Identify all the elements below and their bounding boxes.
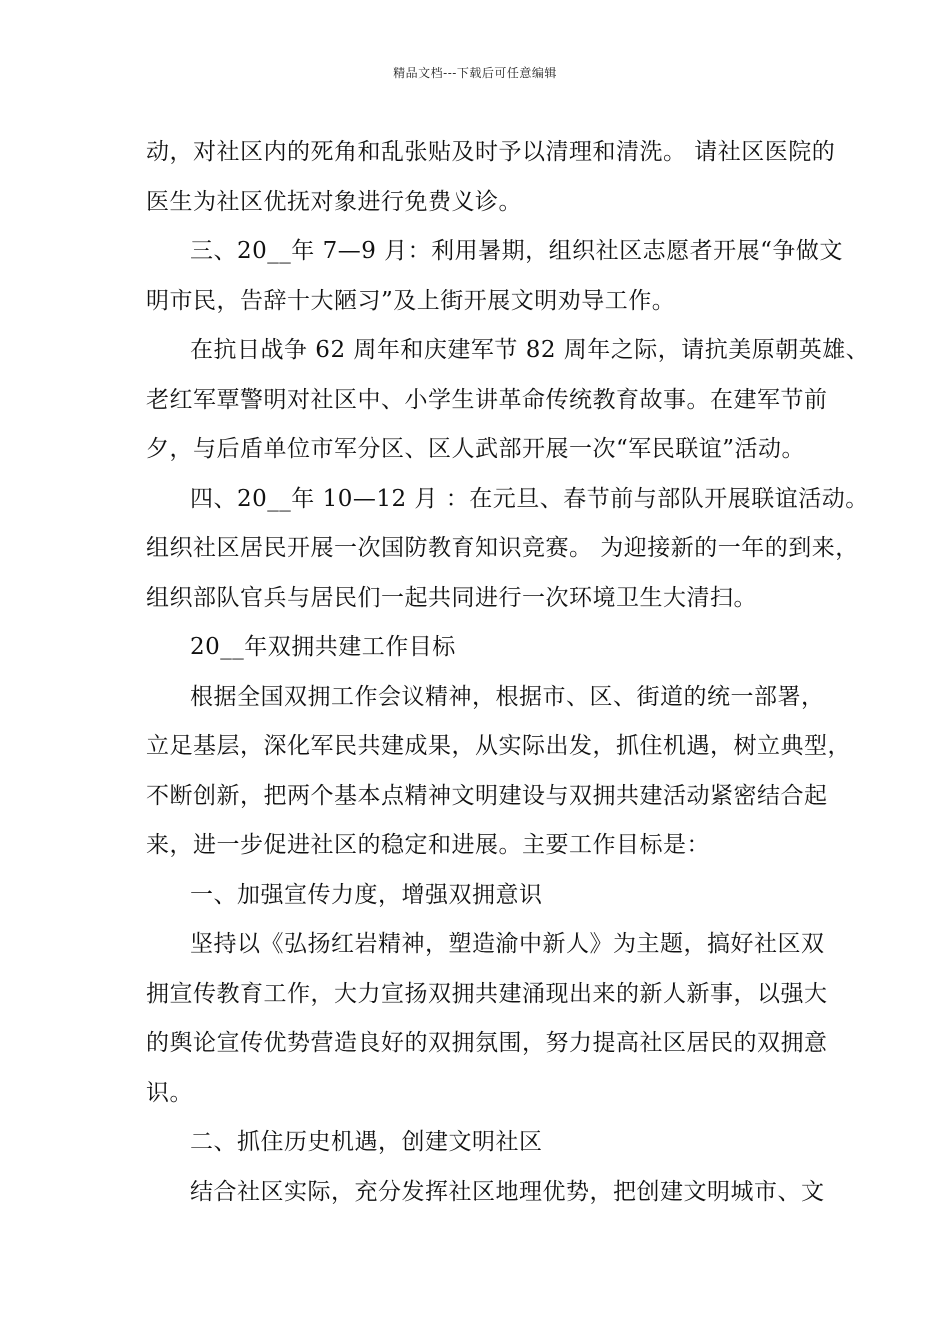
paragraph-line: 四、20__年 10—12 月 ：在元旦、春节前与部队开展联谊活动。 [190, 485, 869, 512]
paragraph-line: 组织社区居民开展一次国防教育知识竞赛。 为迎接新的一年的到来， [146, 535, 859, 561]
paragraph-line: 拥宣传教育工作，大力宣扬双拥共建涌现出来的新人新事，以强大 [146, 980, 828, 1007]
paragraph-line: 医生为社区优抚对象进行免费义诊。 [146, 188, 522, 215]
paragraph-line: 三、20__年 7—9 月：利用暑期，组织社区志愿者开展“争做文 [190, 238, 843, 264]
paragraph-line: 根据全国双拥工作会议精神，根据市、区、街道的统一部署， [190, 683, 825, 710]
section-heading: 二、抓住历史机遇，创建文明社区 [190, 1129, 543, 1155]
section-heading: 一、加强宣传力度，增强双拥意识 [190, 881, 543, 908]
paragraph-line: 坚持以《弘扬红岩精神，塑造渝中新人》为主题，搞好社区双 [190, 931, 825, 957]
page-header: 精品文档---下载后可任意编辑 [393, 66, 557, 80]
paragraph-line: 组织部队官兵与居民们一起共同进行一次环境卫生大清扫。 [146, 584, 757, 611]
paragraph-line: 夕，与后盾单位市军分区、区人武部开展一次“军民联谊”活动。 [146, 436, 806, 462]
paragraph-line: 动，对社区内的死角和乱张贴及时予以清理和清洗。 请社区医院的 [146, 139, 836, 165]
paragraph-line: 的舆论宣传优势营造良好的双拥氛围，努力提高社区居民的双拥意 [146, 1030, 828, 1056]
paragraph-line: 识。 [146, 1079, 193, 1106]
paragraph-line: 老红军覃警明对社区中、小学生讲革命传统教育故事。在建军节前 [146, 386, 828, 413]
paragraph-line: 在抗日战争 62 周年和庆建军节 82 周年之际，请抗美原朝英雄、 [190, 337, 870, 363]
paragraph-line: 立足基层，深化军民共建成果，从实际出发，抓住机遇，树立典型， [146, 733, 851, 759]
paragraph-line: 来，进一步促进社区的稳定和进展。主要工作目标是： [146, 832, 710, 858]
paragraph-line: 明市民，告辞十大陋习”及上街开展文明劝导工作。 [146, 287, 676, 314]
paragraph-line: 不断创新，把两个基本点精神文明建设与双拥共建活动紧密结合起 [146, 782, 828, 809]
section-heading: 20__年双拥共建工作目标 [190, 634, 456, 660]
document-body [146, 128, 870, 1217]
paragraph-line: 结合社区实际，充分发挥社区地理优势，把创建文明城市、文 [190, 1178, 825, 1205]
